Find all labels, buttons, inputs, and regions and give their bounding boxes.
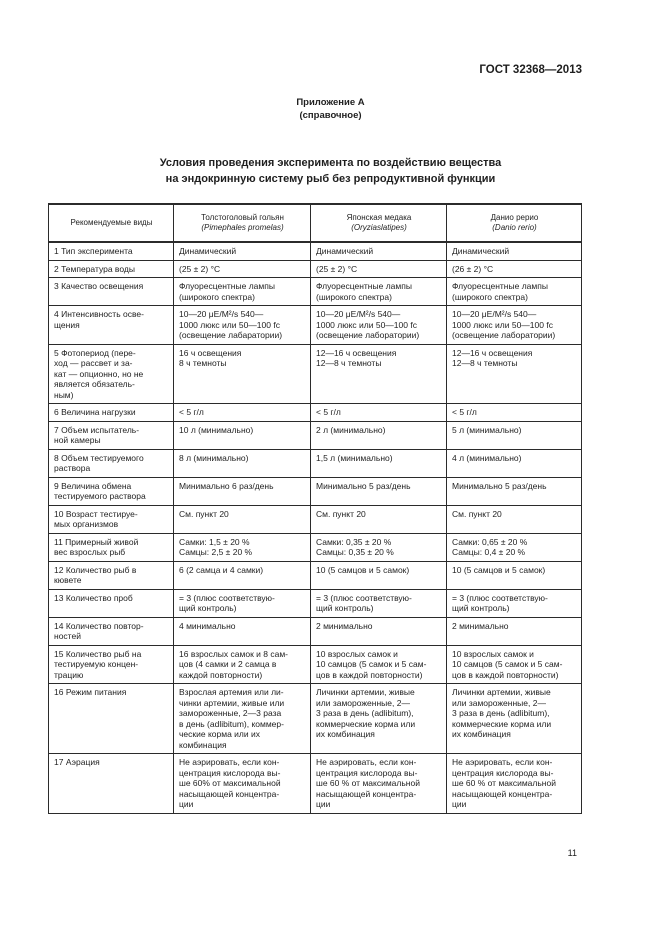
cell-line: 1,5 л (минимально) — [316, 452, 393, 463]
cell-line: 17 Аэрация — [54, 757, 100, 767]
cell-line: ции — [316, 799, 331, 809]
table-row — [49, 449, 582, 477]
cell-line: тестируемую концен- — [54, 659, 139, 669]
parameter-cell — [49, 344, 174, 404]
cell-line: Не аэрировать, если кон- — [452, 757, 553, 767]
cell-line: щения — [54, 319, 80, 330]
cell-line: или замороженные, 2— — [316, 697, 410, 708]
value-cell — [447, 754, 582, 814]
value-cell — [174, 278, 311, 306]
species-latin: (Oryziaslatipes) — [351, 223, 407, 232]
cell-line: Флуоресцентные лампы — [316, 281, 412, 291]
table-row — [49, 260, 582, 278]
cell-line: Минимально 5 раз/день — [316, 480, 411, 491]
cell-line: 3 Качество освещения — [54, 281, 144, 291]
cell-line: 12—8 ч темноты — [452, 358, 518, 368]
cell-line: 10 Возраст тестируе- — [54, 508, 138, 519]
table-row — [49, 404, 582, 422]
cell-line: < 5 г/л — [316, 407, 341, 417]
cell-line: центрация кислорода вы- — [316, 767, 418, 778]
cell-line: 15 Количество рыб на — [54, 648, 142, 659]
page-number: 11 — [567, 848, 577, 858]
cell-line: Самцы: 0,35 ± 20 % — [316, 547, 394, 557]
species-latin: (Danio rerio) — [492, 223, 537, 232]
cell-line: Самки: 0,35 ± 20 % — [316, 536, 392, 547]
cell-line: 10 (5 самцов и 5 самок) — [316, 564, 410, 575]
cell-line: 4 л (минимально) — [452, 452, 522, 463]
value-cell — [174, 533, 311, 561]
species-header-3 — [447, 204, 582, 242]
cell-line: ше 60% от максимальной — [179, 778, 281, 788]
value-cell — [311, 278, 447, 306]
cell-line: 10 взрослых самок и — [452, 648, 534, 659]
table-row — [49, 505, 582, 533]
table-row — [49, 242, 582, 260]
parameter-cell — [49, 684, 174, 754]
table-row — [49, 344, 582, 404]
table-row — [49, 754, 582, 814]
parameter-cell — [49, 421, 174, 449]
cell-line: Динамический — [452, 246, 510, 256]
value-cell — [447, 278, 582, 306]
cell-line: Самцы: 0,4 ± 20 % — [452, 547, 526, 557]
cell-line: 12 Количество рыб в — [54, 564, 137, 575]
value-cell — [174, 645, 311, 684]
cell-line: раствора — [54, 463, 91, 473]
value-cell — [447, 477, 582, 505]
cell-line: центрация кислорода вы- — [179, 767, 281, 778]
value-cell — [447, 561, 582, 589]
cell-line: (широкого спектра) — [179, 291, 255, 302]
cell-line: трацию — [54, 669, 84, 680]
cell-line: Минимально 6 раз/день — [179, 480, 274, 491]
cell-line: (освещение лаборатории) — [452, 330, 556, 340]
cell-line: коммерческие корма или — [452, 718, 552, 729]
cell-line: 10—20 μE/M²/s 540— — [179, 309, 264, 319]
cell-line: 13 Количество проб — [54, 592, 133, 603]
appendix-type: (справочное) — [299, 110, 362, 121]
parameter-cell — [49, 617, 174, 645]
parameter-cell — [49, 645, 174, 684]
cell-line: цов в каждой повторности) — [452, 669, 559, 680]
cell-line: цов в каждой повторности) — [316, 669, 423, 680]
cell-line: 1000 люкс или 50—100 fc — [179, 319, 280, 330]
title-line-1: Условия проведения эксперимента по воздействию вещества — [159, 157, 502, 169]
cell-line: Не аэрировать, если кон- — [179, 757, 280, 767]
species-latin: (Pimephales promelas) — [201, 223, 284, 232]
value-cell — [311, 242, 447, 260]
value-cell — [447, 645, 582, 684]
value-cell — [447, 533, 582, 561]
cell-line: является обязатель- — [54, 379, 135, 389]
parameter-cell — [49, 260, 174, 278]
value-cell — [174, 260, 311, 278]
cell-line: 10 (5 самцов и 5 самок) — [452, 564, 546, 575]
cell-line: каждой повторности) — [179, 669, 263, 680]
cell-line: Минимально 5 раз/день — [452, 480, 547, 491]
table-row — [49, 421, 582, 449]
value-cell — [311, 589, 447, 617]
table-row — [49, 617, 582, 645]
cell-line: См. пункт 20 — [179, 508, 229, 519]
cell-line: щий контроль) — [179, 603, 237, 613]
value-cell — [311, 449, 447, 477]
value-cell — [174, 754, 311, 814]
parameter-cell — [49, 505, 174, 533]
cell-line: 12—16 ч освещения — [452, 347, 533, 358]
cell-line: комбинация — [179, 739, 227, 750]
cell-line: мых организмов — [54, 519, 119, 529]
cell-line: (освещение лабаратории) — [179, 330, 283, 340]
value-cell — [447, 421, 582, 449]
cell-line: 16 ч освещения — [179, 347, 242, 358]
value-cell — [174, 477, 311, 505]
cell-line: 3 раза в день (adlibitum), — [316, 708, 414, 718]
table-row — [49, 645, 582, 684]
value-cell — [447, 449, 582, 477]
table-row — [49, 278, 582, 306]
cell-line: 10 самцов (5 самок и 5 сам- — [452, 659, 563, 669]
cell-line: 1 Тип эксперимента — [54, 246, 133, 256]
cell-line: 1000 люкс или 50—100 fc — [316, 319, 417, 330]
cell-line: ход — рассвет и за- — [54, 358, 133, 368]
cell-line: 8 Объем тестируемого — [54, 452, 144, 463]
cell-line: насыщающей концентра- — [452, 788, 553, 799]
cell-line: 12—16 ч освещения — [316, 347, 397, 358]
value-cell — [311, 754, 447, 814]
value-cell — [311, 505, 447, 533]
cell-line: 16 Режим питания — [54, 687, 127, 697]
table-row — [49, 561, 582, 589]
cell-line: Не аэрировать, если кон- — [316, 757, 417, 767]
cell-line: Личинки артемии, живые — [316, 687, 415, 697]
cell-line: щий контроль) — [452, 603, 510, 613]
cell-line: ции — [179, 799, 194, 809]
value-cell — [174, 589, 311, 617]
cell-line: Самки: 1,5 ± 20 % — [179, 536, 250, 547]
cell-line: 1000 люкс или 50—100 fc — [452, 319, 553, 330]
cell-line: 3 раза в день (adlibitum), — [452, 708, 550, 718]
cell-line: тестируемого раствора — [54, 491, 146, 501]
cell-line: (освещение лаборатории) — [316, 330, 420, 340]
appendix-label: Приложение А — [296, 97, 365, 108]
cell-line: Взрослая артемия или ли- — [179, 687, 284, 697]
species-header-2 — [311, 204, 447, 242]
species-header-1 — [174, 204, 311, 242]
parameter-cell — [49, 561, 174, 589]
value-cell — [174, 561, 311, 589]
document-title — [0, 155, 661, 187]
cell-line: ностей — [54, 631, 81, 641]
cell-line: Личинки артемии, живые — [452, 687, 551, 697]
cell-line: 4 Интенсивность осве- — [54, 309, 144, 319]
cell-line: < 5 г/л — [179, 407, 204, 417]
cell-line: 14 Количество повтор- — [54, 620, 144, 631]
conditions-table — [48, 203, 582, 814]
parameter-cell — [49, 589, 174, 617]
parameter-cell — [49, 306, 174, 345]
cell-line: 2 Температура воды — [54, 263, 135, 274]
value-cell — [174, 344, 311, 404]
species-name: Толстоголовый гольян — [201, 212, 284, 222]
cell-line: 6 Величина нагрузки — [54, 407, 136, 417]
cell-line: См. пункт 20 — [316, 508, 366, 519]
value-cell — [447, 260, 582, 278]
table-row — [49, 589, 582, 617]
cell-line: 6 (2 самца и 4 самки) — [179, 564, 264, 575]
table-row — [49, 684, 582, 754]
cell-line: (широкого спектра) — [452, 291, 528, 302]
cell-line: 10 л (минимально) — [179, 424, 254, 435]
cell-line: См. пункт 20 — [452, 508, 502, 519]
parameter-cell — [49, 754, 174, 814]
cell-line: ческие корма или их — [179, 729, 260, 739]
parameter-cell — [49, 242, 174, 260]
standard-code: ГОСТ 32368—2013 — [479, 64, 582, 76]
value-cell — [311, 561, 447, 589]
cell-line: Самки: 0,65 ± 20 % — [452, 536, 528, 547]
cell-line: 9 Величина обмена — [54, 480, 132, 491]
cell-line: 11 Примерный живой — [54, 536, 139, 547]
cell-line: < 5 г/л — [452, 407, 477, 417]
parameter-cell — [49, 278, 174, 306]
cell-line: 2 минимально — [452, 620, 509, 631]
cell-line: кювете — [54, 575, 82, 585]
value-cell — [311, 260, 447, 278]
value-cell — [447, 684, 582, 754]
value-cell — [174, 505, 311, 533]
cell-line: цов (4 самки и 2 самца в — [179, 659, 277, 669]
value-cell — [174, 684, 311, 754]
value-cell — [311, 645, 447, 684]
table-row — [49, 533, 582, 561]
cell-line: щий контроль) — [316, 603, 374, 613]
cell-line: 12—8 ч темноты — [316, 358, 382, 368]
cell-line: 5 л (минимально) — [452, 424, 522, 435]
table-row — [49, 306, 582, 345]
cell-line: = 3 (плюс соответствую- — [316, 592, 412, 603]
cell-line: 2 л (минимально) — [316, 424, 386, 435]
cell-line: в день (adlibitum), коммер- — [179, 718, 284, 729]
cell-line: центрация кислорода вы- — [452, 767, 554, 778]
cell-line: или замороженные, 2— — [452, 697, 546, 708]
value-cell — [311, 306, 447, 345]
cell-line: вес взрослых рыб — [54, 547, 126, 557]
value-cell — [174, 421, 311, 449]
cell-line: их комбинация — [452, 729, 511, 739]
value-cell — [311, 617, 447, 645]
cell-line: 8 ч темноты — [179, 358, 227, 368]
value-cell — [447, 242, 582, 260]
cell-line: 10—20 μE/M²/s 540— — [316, 309, 401, 319]
cell-line: 10 взрослых самок и — [316, 648, 398, 659]
table-header-row — [49, 204, 582, 242]
table-row — [49, 477, 582, 505]
cell-line: Динамический — [316, 246, 374, 256]
cell-line: (26 ± 2) °C — [452, 263, 494, 274]
cell-line: ной камеры — [54, 435, 101, 445]
parameter-cell — [49, 533, 174, 561]
parameter-cell — [49, 477, 174, 505]
value-cell — [447, 505, 582, 533]
value-cell — [311, 404, 447, 422]
value-cell — [174, 404, 311, 422]
cell-line: 8 л (минимально) — [179, 452, 249, 463]
cell-line: 16 взрослых самок и 8 сам- — [179, 648, 288, 659]
cell-line: их комбинация — [316, 729, 375, 739]
cell-line: Флуоресцентные лампы — [179, 281, 275, 291]
cell-line: коммерческие корма или — [316, 718, 416, 729]
species-name: Японская медака — [346, 212, 412, 222]
cell-line: Динамический — [179, 246, 237, 256]
cell-line: 7 Объем испытатель- — [54, 424, 140, 435]
table-body — [49, 242, 582, 813]
cell-line: 10—20 μE/M²/s 540— — [452, 309, 537, 319]
value-cell — [447, 589, 582, 617]
value-cell — [447, 404, 582, 422]
value-cell — [311, 684, 447, 754]
cell-line: = 3 (плюс соответствую- — [452, 592, 548, 603]
cell-line: (широкого спектра) — [316, 291, 392, 302]
species-name: Данио рерио — [490, 212, 539, 222]
value-cell — [174, 306, 311, 345]
parameter-cell — [49, 404, 174, 422]
cell-line: замороженные, 2—3 раза — [179, 708, 282, 718]
value-cell — [311, 533, 447, 561]
cell-line: = 3 (плюс соответствую- — [179, 592, 275, 603]
value-cell — [311, 421, 447, 449]
value-cell — [174, 617, 311, 645]
cell-line: Флуоресцентные лампы — [452, 281, 548, 291]
value-cell — [447, 344, 582, 404]
recommended-species-header: Рекомендуемые виды — [49, 204, 174, 242]
value-cell — [311, 477, 447, 505]
cell-line: 4 минимально — [179, 620, 236, 631]
cell-line: Самцы: 2,5 ± 20 % — [179, 547, 253, 557]
parameter-cell — [49, 449, 174, 477]
value-cell — [174, 242, 311, 260]
cell-line: кат — опционно, но не — [54, 368, 144, 379]
value-cell — [311, 344, 447, 404]
cell-line: (25 ± 2) °C — [316, 263, 358, 274]
title-line-2: на эндокринную систему рыб без репродуктивной функции — [165, 173, 496, 185]
value-cell — [447, 617, 582, 645]
value-cell — [174, 449, 311, 477]
cell-line: ции — [452, 799, 467, 809]
cell-line: насыщающей концентра- — [179, 788, 280, 799]
appendix-heading — [0, 96, 661, 122]
cell-line: 5 Фотопериод (пере- — [54, 347, 136, 358]
cell-line: 2 минимально — [316, 620, 373, 631]
cell-line: насыщающей концентра- — [316, 788, 417, 799]
cell-line: (25 ± 2) °C — [179, 263, 221, 274]
cell-line: 10 самцов (5 самок и 5 сам- — [316, 659, 427, 669]
cell-line: ше 60 % от максимальной — [452, 778, 556, 788]
cell-line: чинки артемии, живые или — [179, 697, 285, 708]
cell-line: ным) — [54, 389, 74, 400]
cell-line: ше 60 % от максимальной — [316, 778, 420, 788]
value-cell — [447, 306, 582, 345]
